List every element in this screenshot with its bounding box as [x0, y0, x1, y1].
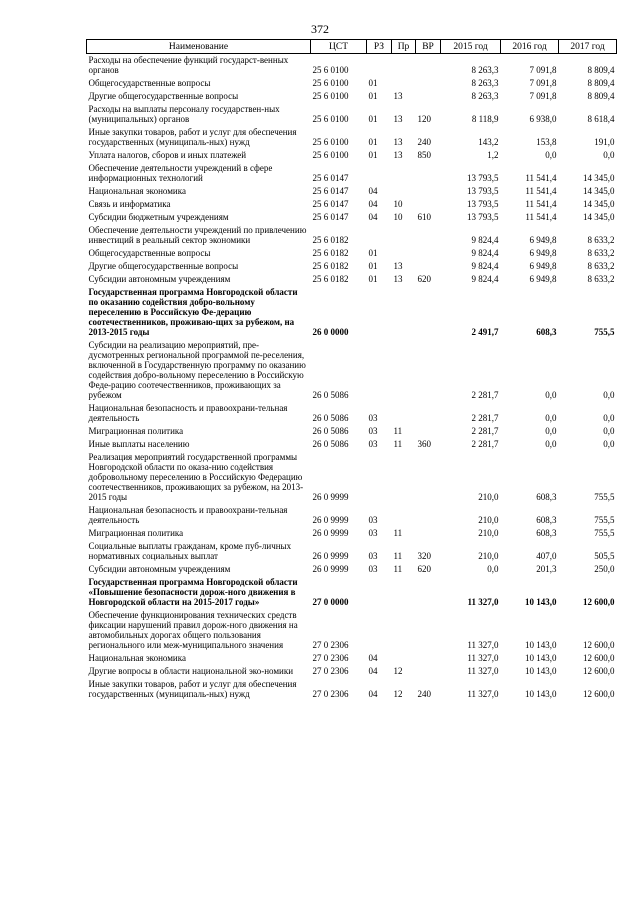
- row-pr: 12: [393, 666, 403, 676]
- row-value-2015: 210,0: [478, 515, 499, 525]
- row-rz: [367, 54, 392, 78]
- table-row: [87, 224, 617, 247]
- row-name: Национальная экономика: [88, 653, 186, 663]
- row-vr: [416, 609, 441, 652]
- row-value-2017: 8 809,4: [587, 65, 615, 75]
- row-value-2015: 13 793,5: [467, 199, 499, 209]
- row-value-2016: 10 143,0: [525, 666, 557, 676]
- table-row: [87, 185, 617, 198]
- table-row: [87, 149, 617, 162]
- row-pr: [392, 247, 416, 260]
- row-name: Субсидии бюджетным учреждениям: [88, 212, 229, 222]
- row-name: Другие общегосударственные вопросы: [88, 91, 239, 101]
- table-row: [87, 103, 617, 126]
- row-value-2017: 12 600,0: [583, 597, 615, 607]
- row-value-2015: 13 793,5: [467, 212, 499, 222]
- row-pr: [392, 402, 416, 425]
- table-row: [87, 77, 617, 90]
- row-rz: [367, 162, 392, 185]
- row-rz: [367, 339, 392, 402]
- row-value-2016: 0,0: [545, 439, 557, 449]
- row-vr: [416, 527, 441, 540]
- row-value-2015: 2 491,7: [471, 327, 499, 337]
- row-cst: 26 0 9999: [312, 515, 349, 525]
- row-pr: [392, 609, 416, 652]
- table-row: [87, 652, 617, 665]
- row-pr: 11: [393, 564, 403, 574]
- row-vr: [416, 402, 441, 425]
- header-row: [87, 40, 617, 54]
- row-name: Обеспечение деятельности учреждений по привлечению инвестиций в реальный сектор экономики: [88, 225, 307, 245]
- row-vr: 620: [417, 564, 431, 574]
- row-vr: 240: [417, 137, 431, 147]
- column-header: ВР: [416, 40, 441, 54]
- row-value-2015: 13 793,5: [467, 173, 499, 183]
- column-header: Наименование: [87, 40, 311, 54]
- table-row: [87, 438, 617, 451]
- row-value-2015: 11 327,0: [467, 666, 499, 676]
- row-value-2016: 608,3: [536, 492, 557, 502]
- row-value-2017: 14 345,0: [583, 212, 615, 222]
- row-cst: 25 6 0100: [312, 150, 349, 160]
- column-header: ЦСТ: [311, 40, 367, 54]
- row-value-2016: 7 091,8: [529, 65, 557, 75]
- table-row: [87, 451, 617, 504]
- row-value-2015: 11 327,0: [467, 653, 499, 663]
- row-value-2015: 2 281,7: [471, 413, 499, 423]
- row-value-2017: 12 600,0: [583, 653, 615, 663]
- row-pr: 10: [393, 199, 403, 209]
- row-value-2015: 143,2: [478, 137, 499, 147]
- row-name: Обеспечение деятельности учреждений в сфере информационных технологий: [88, 163, 273, 183]
- row-value-2017: 8 809,4: [587, 78, 615, 88]
- row-value-2016: 6 949,8: [529, 235, 557, 245]
- row-value-2017: 0,0: [603, 439, 615, 449]
- row-cst: 26 0 9999: [312, 551, 349, 561]
- row-vr: [416, 260, 441, 273]
- row-rz: [367, 609, 392, 652]
- row-rz: 04: [368, 212, 378, 222]
- row-value-2015: 9 824,4: [471, 274, 499, 284]
- row-cst: 27 0 2306: [312, 666, 349, 676]
- table-row: [87, 609, 617, 652]
- table-row: [87, 339, 617, 402]
- row-vr: [416, 247, 441, 260]
- row-pr: [392, 339, 416, 402]
- row-value-2017: 12 600,0: [583, 640, 615, 650]
- row-cst: 26 0 9999: [312, 528, 349, 538]
- row-name: Социальные выплаты гражданам, кроме пуб-личных нормативных социальных выплат: [88, 541, 292, 561]
- row-name: Национальная экономика: [88, 186, 186, 196]
- row-pr: [392, 451, 416, 504]
- row-value-2016: 0,0: [545, 390, 557, 400]
- row-value-2017: 191,0: [594, 137, 615, 147]
- row-pr: 13: [393, 137, 403, 147]
- row-value-2016: 6 949,8: [529, 248, 557, 258]
- row-value-2016: 11 541,4: [525, 212, 557, 222]
- row-value-2017: 505,5: [594, 551, 615, 561]
- row-cst: 26 0 5086: [312, 439, 349, 449]
- table-row: [87, 402, 617, 425]
- row-value-2016: 0,0: [545, 426, 557, 436]
- table-row: [87, 563, 617, 576]
- row-name: Расходы на выплаты персоналу государствен-ных (муниципальных) органов: [88, 104, 280, 124]
- row-vr: [416, 451, 441, 504]
- row-value-2017: 755,5: [594, 528, 615, 538]
- row-rz: 03: [368, 528, 378, 538]
- row-rz: [367, 224, 392, 247]
- row-cst: 25 6 0100: [312, 137, 349, 147]
- table-row: [87, 247, 617, 260]
- row-rz: 01: [368, 274, 378, 284]
- row-pr: 10: [393, 212, 403, 222]
- row-vr: 850: [417, 150, 431, 160]
- row-cst: 27 0 2306: [312, 689, 349, 699]
- row-vr: 610: [417, 212, 431, 222]
- row-cst: 25 6 0100: [312, 78, 349, 88]
- row-value-2016: 0,0: [545, 413, 557, 423]
- row-name: Государственная программа Новгородской области «Повышение безопасности дорож-ного движения в Новгородской области на 2015-2017 годы»: [88, 577, 298, 607]
- row-name: Иные закупки товаров, работ и услуг для обеспечения государственных (муниципаль-ных) нужд: [88, 679, 297, 699]
- row-value-2015: 2 281,7: [471, 426, 499, 436]
- row-rz: [367, 576, 392, 609]
- row-vr: 360: [417, 439, 431, 449]
- row-rz: 03: [368, 564, 378, 574]
- row-value-2016: 7 091,8: [529, 78, 557, 88]
- row-vr: [416, 54, 441, 78]
- row-rz: [367, 286, 392, 339]
- row-cst: 27 0 2306: [312, 653, 349, 663]
- row-pr: 12: [393, 689, 403, 699]
- row-value-2016: 201,3: [536, 564, 557, 574]
- row-value-2015: 11 327,0: [467, 640, 499, 650]
- row-rz: 04: [368, 199, 378, 209]
- row-cst: 25 6 0147: [312, 199, 349, 209]
- row-cst: 26 0 9999: [312, 492, 349, 502]
- row-value-2015: 8 263,3: [471, 78, 499, 88]
- row-pr: 13: [393, 114, 403, 124]
- row-value-2016: 608,3: [536, 515, 557, 525]
- row-rz: 04: [368, 666, 378, 676]
- row-value-2015: 13 793,5: [467, 186, 499, 196]
- row-value-2017: 0,0: [603, 426, 615, 436]
- row-vr: [416, 90, 441, 103]
- row-vr: [416, 185, 441, 198]
- row-value-2017: 8 618,4: [587, 114, 615, 124]
- row-name: Другие вопросы в области национальной эко-номики: [88, 666, 294, 676]
- table-row: [87, 54, 617, 78]
- row-pr: [392, 77, 416, 90]
- row-value-2015: 9 824,4: [471, 248, 499, 258]
- row-pr: [392, 54, 416, 78]
- column-header: 2015 год: [441, 40, 501, 54]
- row-rz: 01: [368, 78, 378, 88]
- row-value-2017: 0,0: [603, 413, 615, 423]
- row-pr: [392, 162, 416, 185]
- row-name: Миграционная политика: [88, 528, 184, 538]
- row-value-2017: 250,0: [594, 564, 615, 574]
- row-value-2015: 11 327,0: [467, 597, 499, 607]
- row-name: Связь и информатика: [88, 199, 171, 209]
- row-cst: 25 6 0147: [312, 186, 349, 196]
- row-value-2016: 608,3: [536, 327, 557, 337]
- row-rz: 04: [368, 186, 378, 196]
- row-cst: 25 6 0182: [312, 274, 349, 284]
- row-rz: 03: [368, 426, 378, 436]
- row-value-2017: 14 345,0: [583, 199, 615, 209]
- row-vr: [416, 665, 441, 678]
- row-cst: 25 6 0182: [312, 248, 349, 258]
- row-value-2017: 8 633,2: [587, 235, 615, 245]
- row-pr: 13: [393, 150, 403, 160]
- row-vr: [416, 339, 441, 402]
- row-name: Национальная безопасность и правоохрани-тельная деятельность: [88, 505, 288, 525]
- row-name: Миграционная политика: [88, 426, 184, 436]
- row-value-2017: 14 345,0: [583, 173, 615, 183]
- row-vr: [416, 198, 441, 211]
- row-name: Расходы на обеспечение функций государст-венных органов: [88, 55, 289, 75]
- row-value-2016: 11 541,4: [525, 173, 557, 183]
- row-pr: 13: [393, 274, 403, 284]
- column-header: 2017 год: [559, 40, 617, 54]
- row-name: Другие общегосударственные вопросы: [88, 261, 239, 271]
- table-row: [87, 198, 617, 211]
- row-value-2017: 0,0: [603, 150, 615, 160]
- row-name: Субсидии на реализацию мероприятий, пре-дусмотренных региональной программой пе-реселения, включенной в Государственную программу по оказанию содействия добро-вольному переселению в Российскую Феде-рацию соотечественников, проживающих за рубежом: [88, 340, 306, 400]
- row-rz: 01: [368, 248, 378, 258]
- row-rz: 03: [368, 515, 378, 525]
- row-vr: [416, 162, 441, 185]
- row-pr: [392, 576, 416, 609]
- row-vr: [416, 224, 441, 247]
- row-rz: 04: [368, 653, 378, 663]
- row-pr: [392, 652, 416, 665]
- row-value-2016: 10 143,0: [525, 653, 557, 663]
- table-row: [87, 90, 617, 103]
- row-pr: [392, 185, 416, 198]
- row-value-2016: 608,3: [536, 528, 557, 538]
- row-value-2016: 10 143,0: [525, 689, 557, 699]
- row-name: Национальная безопасность и правоохрани-тельная деятельность: [88, 403, 288, 423]
- row-vr: [416, 286, 441, 339]
- row-value-2017: 8 633,2: [587, 274, 615, 284]
- row-value-2017: 8 633,2: [587, 248, 615, 258]
- row-cst: 25 6 0100: [312, 65, 349, 75]
- table-row: [87, 576, 617, 609]
- row-value-2015: 9 824,4: [471, 235, 499, 245]
- row-value-2017: 755,5: [594, 327, 615, 337]
- row-value-2016: 6 938,0: [529, 114, 557, 124]
- table-row: [87, 286, 617, 339]
- row-value-2017: 0,0: [603, 390, 615, 400]
- row-value-2015: 8 263,3: [471, 65, 499, 75]
- row-value-2016: 11 541,4: [525, 186, 557, 196]
- column-header: 2016 год: [501, 40, 559, 54]
- row-rz: 03: [368, 413, 378, 423]
- row-value-2016: 10 143,0: [525, 640, 557, 650]
- row-rz: 04: [368, 689, 378, 699]
- row-value-2015: 210,0: [478, 551, 499, 561]
- row-cst: 27 0 0000: [312, 597, 349, 607]
- table-row: [87, 162, 617, 185]
- row-pr: 11: [393, 528, 403, 538]
- row-cst: 25 6 0147: [312, 173, 349, 183]
- row-value-2015: 9 824,4: [471, 261, 499, 271]
- row-pr: [392, 504, 416, 527]
- table-row: [87, 425, 617, 438]
- row-value-2016: 0,0: [545, 150, 557, 160]
- row-name: Обеспечение функционирования технических средств фиксации нарушений правил дорож-ного движения на автомобильных дорогах общего пользования регионального или меж-муниципального значения: [88, 610, 298, 650]
- row-cst: 26 0 5086: [312, 390, 349, 400]
- row-rz: 03: [368, 551, 378, 561]
- page-number: 372: [311, 22, 329, 36]
- row-value-2016: 153,8: [536, 137, 557, 147]
- row-vr: [416, 77, 441, 90]
- row-cst: 25 6 0182: [312, 261, 349, 271]
- row-value-2016: 11 541,4: [525, 199, 557, 209]
- row-name: Общегосударственные вопросы: [88, 248, 211, 258]
- table-row: [87, 273, 617, 286]
- row-name: Уплата налогов, сборов и иных платежей: [88, 150, 247, 160]
- row-rz: 01: [368, 114, 378, 124]
- row-rz: 01: [368, 91, 378, 101]
- row-cst: 25 6 0147: [312, 212, 349, 222]
- row-value-2017: 14 345,0: [583, 186, 615, 196]
- row-value-2016: 6 949,8: [529, 261, 557, 271]
- row-pr: 13: [393, 91, 403, 101]
- row-value-2015: 210,0: [478, 528, 499, 538]
- row-cst: 26 0 5086: [312, 413, 349, 423]
- row-value-2017: 8 809,4: [587, 91, 615, 101]
- row-value-2015: 0,0: [487, 564, 499, 574]
- row-value-2016: 7 091,8: [529, 91, 557, 101]
- row-value-2015: 11 327,0: [467, 689, 499, 699]
- row-vr: 620: [417, 274, 431, 284]
- row-cst: 25 6 0100: [312, 114, 349, 124]
- row-rz: [367, 451, 392, 504]
- row-pr: [392, 286, 416, 339]
- row-cst: 27 0 2306: [312, 640, 349, 650]
- row-vr: 240: [417, 689, 431, 699]
- row-cst: 26 0 0000: [312, 327, 349, 337]
- row-cst: 25 6 0100: [312, 91, 349, 101]
- table-row: [87, 504, 617, 527]
- table-row: [87, 540, 617, 563]
- row-name: Реализация мероприятий государственной программы Новгородской области по оказа-нию содействия добровольному переселению в Российскую Федерацию соотечественников, проживающих за рубежом, на 2013-2015 годы: [88, 452, 304, 502]
- row-value-2015: 2 281,7: [471, 439, 499, 449]
- table-row: [87, 678, 617, 701]
- column-header: РЗ: [367, 40, 392, 54]
- row-pr: 11: [393, 551, 403, 561]
- row-value-2016: 10 143,0: [525, 597, 557, 607]
- row-rz: 01: [368, 150, 378, 160]
- row-pr: 11: [393, 426, 403, 436]
- table-body: [87, 54, 617, 702]
- table-header: [87, 40, 617, 54]
- column-header: Пр: [392, 40, 416, 54]
- budget-table: [86, 39, 617, 701]
- row-vr: 320: [417, 551, 431, 561]
- row-rz: 01: [368, 137, 378, 147]
- table-row: [87, 211, 617, 224]
- row-value-2017: 12 600,0: [583, 666, 615, 676]
- row-value-2015: 210,0: [478, 492, 499, 502]
- row-name: Общегосударственные вопросы: [88, 78, 211, 88]
- row-rz: 03: [368, 439, 378, 449]
- row-name: Субсидии автономным учреждениям: [88, 564, 231, 574]
- row-pr: 11: [393, 439, 403, 449]
- row-vr: 120: [417, 114, 431, 124]
- row-value-2017: 755,5: [594, 492, 615, 502]
- row-name: Иные выплаты населению: [88, 439, 190, 449]
- row-value-2015: 8 263,3: [471, 91, 499, 101]
- row-rz: 01: [368, 261, 378, 271]
- row-cst: 25 6 0182: [312, 235, 349, 245]
- row-name: Субсидии автономным учреждениям: [88, 274, 231, 284]
- table-row: [87, 527, 617, 540]
- row-pr: 13: [393, 261, 403, 271]
- row-name: Государственная программа Новгородской области по оказанию содействия добро-вольному переселению в Российскую Фе-дерацию соотечественников, проживаю-щих за рубежом, на 2013-2015 годы: [88, 287, 298, 337]
- row-value-2017: 12 600,0: [583, 689, 615, 699]
- row-vr: [416, 504, 441, 527]
- row-pr: [392, 224, 416, 247]
- row-vr: [416, 425, 441, 438]
- row-value-2017: 8 633,2: [587, 261, 615, 271]
- row-name: Иные закупки товаров, работ и услуг для обеспечения государственных (муниципаль-ных) нужд: [88, 127, 297, 147]
- row-cst: 26 0 5086: [312, 426, 349, 436]
- row-cst: 26 0 9999: [312, 564, 349, 574]
- row-vr: [416, 652, 441, 665]
- table-row: [87, 126, 617, 149]
- row-value-2015: 8 118,9: [471, 114, 499, 124]
- table-row: [87, 665, 617, 678]
- row-value-2017: 755,5: [594, 515, 615, 525]
- row-value-2015: 2 281,7: [471, 390, 499, 400]
- row-value-2015: 1,2: [487, 150, 499, 160]
- row-vr: [416, 576, 441, 609]
- row-value-2016: 407,0: [536, 551, 557, 561]
- table-row: [87, 260, 617, 273]
- row-value-2016: 6 949,8: [529, 274, 557, 284]
